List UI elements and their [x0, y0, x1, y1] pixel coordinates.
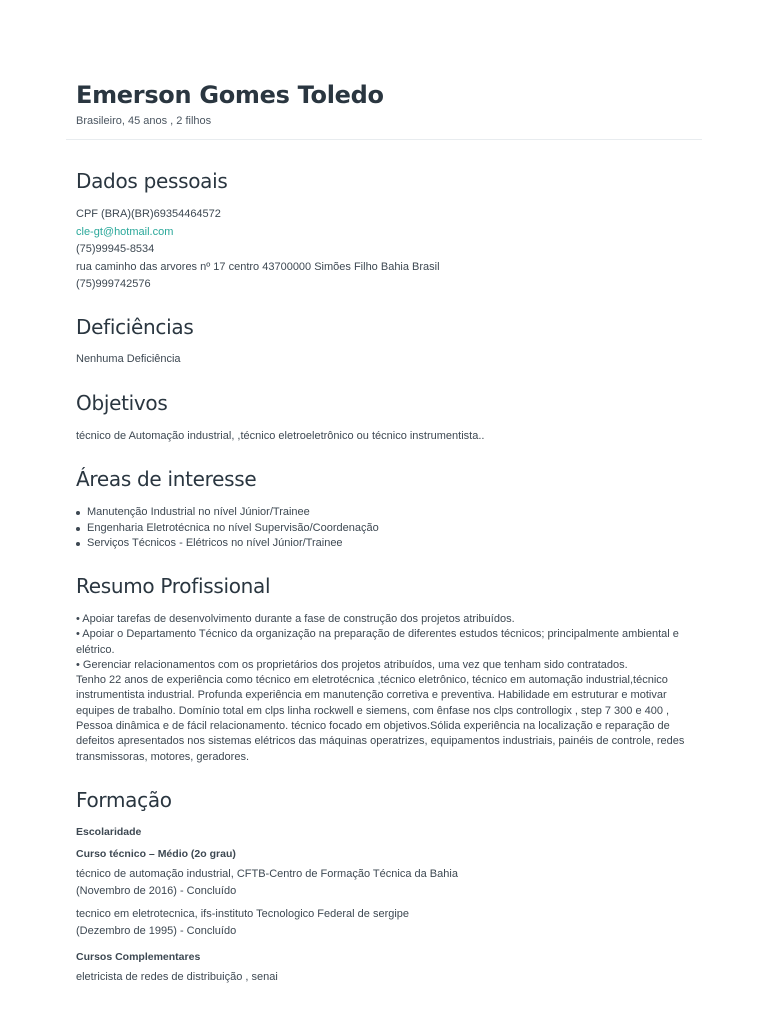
header-divider — [66, 139, 702, 140]
deficiencias-text: Nenhuma Deficiência — [76, 353, 181, 365]
resumo-paragraph: • Gerenciar relacionamentos com os proprietários dos projetos atribuídos, uma vez que tenham sido contratados. — [76, 658, 628, 671]
section-title-deficiencias: Deficiências — [76, 315, 194, 339]
phone-text: (75)99945-8534 — [76, 243, 155, 255]
phone-text-2: (75)999742576 — [76, 278, 151, 290]
list-item: Engenharia Eletrotécnica no nível Supervisão/Coordenação — [76, 521, 696, 537]
candidate-subtitle: Brasileiro, 45 anos , 2 filhos — [76, 115, 212, 127]
resumo-paragraph: • Apoiar tarefas de desenvolvimento durante a fase de construção dos projetos atribuídos. — [76, 613, 515, 625]
resumo-paragraph: • Apoiar o Departamento Técnico da organização na preparação de diferentes estudos técnicos; principalmente ambiental e elétrico. — [76, 628, 679, 656]
section-title-objetivos: Objetivos — [76, 391, 168, 415]
dados-pessoais-block — [76, 206, 696, 294]
escolaridade-label: Escolaridade — [76, 826, 142, 838]
address-text: rua caminho das arvores nº 17 centro 43700000 Simões Filho Bahia Brasil — [76, 260, 440, 273]
list-item: Manutenção Industrial no nível Júnior/Trainee — [76, 505, 696, 521]
candidate-name: Emerson Gomes Toledo — [76, 81, 384, 109]
course-title: técnico de automação industrial, CFTB-Centro de Formação Técnica da Bahia — [76, 868, 458, 880]
course-entry — [76, 906, 696, 940]
objetivos-text: técnico de Automação industrial, ,técnico eletroeletrônico ou técnico instrumentista.. — [76, 430, 485, 442]
course-entry — [76, 866, 696, 900]
complementary-course: eletricista de redes de distribuição , senai — [76, 971, 278, 983]
section-title-resumo: Resumo Profissional — [76, 574, 271, 598]
section-title-areas: Áreas de interesse — [76, 467, 257, 491]
list-item: Serviços Técnicos - Elétricos no nível Júnior/Trainee — [76, 536, 696, 552]
course-title: tecnico em eletrotecnica, ifs-instituto Tecnologico Federal de sergipe — [76, 908, 410, 920]
resumo-block — [76, 612, 696, 765]
resume-header — [76, 80, 702, 128]
course-date: (Novembro de 2016) - Concluído — [76, 885, 237, 897]
email-link[interactable]: cle-gt@hotmail.com — [76, 225, 174, 238]
section-title-dados-pessoais: Dados pessoais — [76, 169, 228, 193]
areas-block — [76, 505, 696, 552]
resumo-paragraph: Tenho 22 anos de experiência como técnico em eletrotécnica ,técnico eletrônico, técnico em automação industrial,técnico instrumentista industrial. Profunda experiência em manutenção corretiva e preventiva. Habilidade em estruturar e motivar equipes de trabalho. Domínio total em clps linha rockwell e siemens, com ênfase nos clps controllogix , step 7 300 e 400 , Pessoa dinâmica e de fácil relacionamento. técnico focado em objetivos.Sólida experiência na localização e reparação de defeitos apresentados nos sistemas elétricos das máquinas operatrizes, equipamentos industriais, painéis de controle, redes transmissoras, motores, geradores. — [76, 674, 685, 763]
curso-level-label: Curso técnico – Médio (2o grau) — [76, 848, 236, 860]
areas-list — [76, 505, 696, 552]
cursos-complementares-label: Cursos Complementares — [76, 951, 201, 963]
cpf-text: CPF (BRA)(BR)69354464572 — [76, 208, 221, 220]
section-title-formacao: Formação — [76, 788, 172, 812]
course-date: (Dezembro de 1995) - Concluído — [76, 925, 237, 937]
